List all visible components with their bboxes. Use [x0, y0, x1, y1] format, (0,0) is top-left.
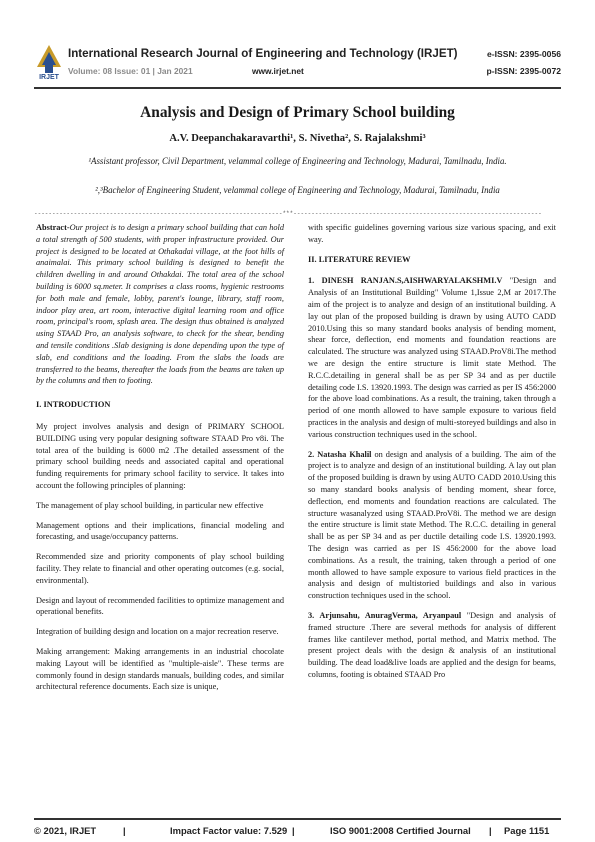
reference-author: 3. Arjunsahu, AnuragVerma, Aryanpaul	[308, 610, 462, 620]
reference-text: on design and analysis of a building. The aim of the project is to analyze and design of an institutional building. A lay out plan of the proposed building is drawn by using AUTO CADD 2010.Using this so many standard books analysis of bending moment, shear force, deflection, end moments and foundation reactions are calculated. The structure wasanalyzed using STAAD.ProV8i. The method we are design the entire structure is limit state Method. The R.C.C. detailing in general shall be as per SP 34 and as per ductile detailing code I.S. 13920.1993. The design was carried as per IS 456:2000 for the above load combinations. As a result, the training, taken through a period of one month allowed to have sample exposure to various field practices in the analysis and design of multistoried buildings and also in various construction techniques used in the school.	[308, 449, 556, 601]
intro-paragraph: Design and layout of recommended facilities to optimize management and operational benefits.	[36, 595, 284, 617]
reference-author: 2. Natasha Khalil	[308, 449, 372, 459]
page-footer	[34, 825, 561, 837]
footer-divider: |	[489, 825, 492, 836]
e-issn: e-ISSN: 2395-0056	[486, 49, 561, 59]
footer-divider: |	[292, 825, 295, 836]
footer-rule	[34, 818, 561, 820]
logo-text: IRJET	[39, 74, 59, 81]
volume-info: Volume: 08 Issue: 01 | Jan 2021	[68, 66, 193, 76]
header-rule	[34, 87, 561, 89]
abstract-text: Our project is to design a primary school building that can hold a total strength of 500 students, with proper infrastructure provided. Our project is designed to be located at Othakadai village, at the foot hills of anaimalai. This primary school building is designed to benefit the children dwelling in and around Othakdai. The total area of the school building is 6000 sq.meter. It comprises a class rooms, hygienic restrooms for both male and female, lobby, parent's lounge, library, staff room, indoor play area, art room, interactive digital learning room and office room, principal's room, splash area. The design thus obtained is analyzed using STAAD Pro, an analysis software, to check for the shear, bending and tensile conditions .Slab designing is done depending upon the type of slab, end conditions and the loading. From the slabs the loads are transferred to the beams, thereafter the loads from the beams are taken up by the columns and then to footing.	[36, 223, 284, 386]
website-link[interactable]: www.irjet.net	[252, 66, 304, 76]
author-list: A.V. Deepanchakaravarthi¹, S. Nivetha², S. Rajalakshmi³	[169, 133, 426, 144]
intro-paragraph: Management options and their implications, financial modeling and forecasting, and usage/occupancy patterns.	[36, 520, 284, 542]
reference-entry	[308, 449, 556, 602]
p-issn: p-ISSN: 2395-0072	[486, 66, 561, 76]
affiliation-2: ²,³Bachelor of Engineering Student, velammal college of Engineering and Technology, Madurai, Tamilnadu, India	[95, 185, 500, 195]
intro-paragraph: Making arrangement: Making arrangements in an industrial chocolate making Layout will be identified as "multiple-aisle". These terms are commonly found in design standards manuals, building codes, and similar architectural reference documents. Each size is unique,	[36, 646, 284, 692]
intro-paragraph: Integration of building design and location on a major recreation reserve.	[36, 627, 279, 637]
left-column	[36, 222, 284, 701]
journal-title: International Research Journal of Engineering and Technology (IRJET)	[68, 47, 458, 60]
right-column	[308, 222, 556, 689]
abstract-label: Abstract-	[36, 223, 70, 232]
footer-impact-factor: Impact Factor value: 7.529	[170, 825, 288, 836]
reference-entry	[308, 610, 556, 681]
intro-heading: I. INTRODUCTION	[36, 400, 111, 410]
reference-text: "Design and analysis of framed structure .There are several methods for analysis of different frames like cantilever method, portal method, and Matrix method. The present project deals with the design & analysis of an institutional building. The dead load&live loads are applied and the design for beams, columns, footing is obtained STAAD Pro	[308, 610, 557, 679]
abstract	[36, 222, 284, 387]
reference-author: 1. DINESH RANJAN.S,AISHWARYALAKSHMI.V	[308, 276, 503, 286]
section-separator: ---------------------------------------------------------------------***---------------------------------------------------------------------	[34, 210, 542, 217]
continuation-paragraph: with specific guidelines governing various size various spacing, and exit way.	[308, 223, 556, 244]
footer-divider: |	[123, 825, 126, 836]
footer-iso: ISO 9001:2008 Certified Journal	[330, 825, 471, 836]
reference-text: "Design and Analysis of an Institutional Building" Volume 1,Issue 2,M ar 2017.The aim of the project is to analyze and design of an institutional building. A lay out plan of the proposed building is drawn by using AUTO CADD 2010.Using this so many standard books analysis of bending moment, shear force, deflection, end moments and foundation reactions are calculated. The structure was analyzed using STAAD.ProV8i.The method we are design the entire structure is limit state Method. The R.C.C.detailing in general shall be as per SP 34 and as per ductile detailing code I.S. 13920.1993. The design was carried as per IS 456:2000 for the above load combinations. As a result, the training, taken through a period of one month allowed to have sample exposure to various field practices in the analysis and design of multi-storeyed buildings and also in various construction techniques used in the school.	[308, 276, 556, 439]
paper-title: Analysis and Design of Primary School building	[140, 104, 455, 121]
affiliation-1: ¹Assistant professor, Civil Department, velammal college of Engineering and Technology, Madurai, Tamilnadu, India.	[88, 156, 507, 166]
intro-paragraph: My project involves analysis and design of PRIMARY SCHOOL BUILDING using very popular designing software STAAD Pro v8i. The total area of the building is 6000 m2 .The detailed assessment of the primary school building needs and associated capital and operational funding requirements for primary school facility to service. It takes into account the following principles of planning:	[36, 421, 284, 490]
literature-review-heading: II. LITERATURE REVIEW	[308, 254, 411, 264]
footer-page-number: Page 1151	[504, 825, 550, 836]
reference-entry	[308, 275, 556, 440]
intro-paragraph: Recommended size and priority components of play school building facility. They relate to financial and other operating outcomes (e.g. social, environmental).	[36, 552, 284, 585]
footer-copyright: © 2021, IRJET	[34, 825, 97, 836]
journal-header	[34, 40, 561, 86]
intro-paragraph: The management of play school building, in particular new effective	[36, 500, 264, 510]
